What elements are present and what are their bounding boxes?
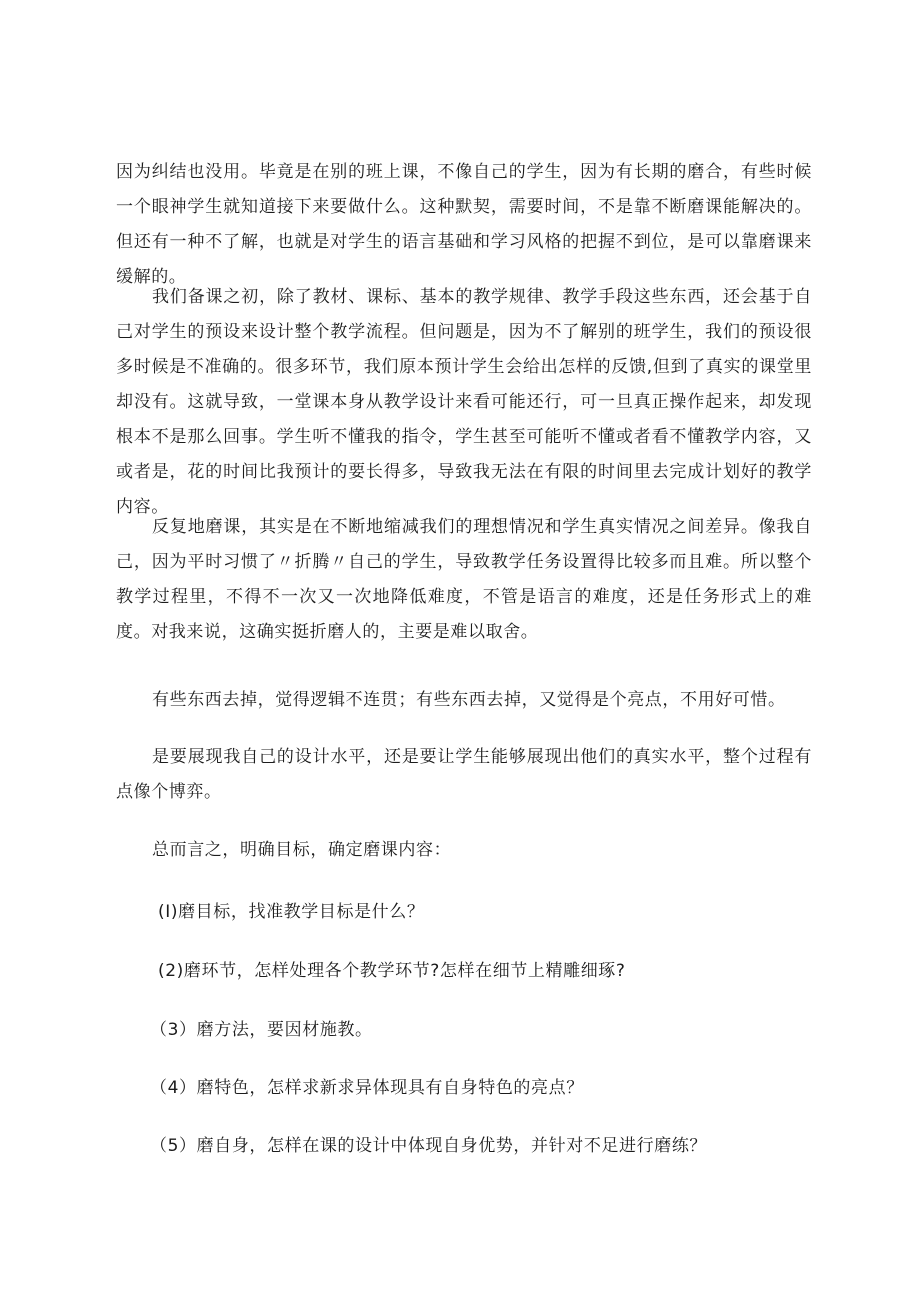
list-item-1: (I)磨目标，找准教学目标是什么？ (158, 902, 425, 922)
list-item-4: （4）磨特色，怎样求新求异体现具有自身特色的亮点？ (150, 1078, 584, 1098)
list-item-2: (2)磨环节，怎样处理各个教学环节?怎样在细节上精雕细琢? (158, 961, 626, 981)
paragraph-2: 我们备课之初，除了教材、课标、基本的教学规律、教学手段这些东西，还会基于自己对学生的预设来设计整个教学流程。但问题是，因为不了解别的班学生，我们的预设很多时候是不准确的。很多环节，我们原本预计学生会给出怎样的反馈,但到了真实的课堂里却没有。这就导致，一堂课本身从教学设计来看可能还行，可一旦真正操作起来，却发现根本不是那么回事。学生听不懂我的指令，学生甚至可能听不懂或者看不懂教学内容，又或者是，花的时间比我预计的要长得多，导致我无法在有限的时间里去完成计划好的教学内容。 (116, 287, 812, 517)
paragraph-1: 因为纠结也没用。毕竟是在别的班上课，不像自己的学生，因为有长期的磨合，有些时候一个眼神学生就知道接下来要做什么。这种默契，需要时间，不是靠不断磨课能解决的。但还有一种不了解，也就是对学生的语言基础和学习风格的把握不到位，是可以靠磨课来缓解的。 (116, 162, 812, 287)
list-item-3: （3）磨方法，要因材施教。 (150, 1020, 373, 1040)
paragraph-5: 是要展现我自己的设计水平，还是要让学生能够展现出他们的真实水平，整个过程有点像个博弈。 (116, 747, 812, 802)
paragraph-4: 有些东西去掉，觉得逻辑不连贯；有些东西去掉，又觉得是个亮点，不用好可惜。 (152, 690, 786, 710)
paragraph-3: 反复地磨课，其实是在不断地缩减我们的理想情况和学生真实情况之间差异。像我自己，因为平时习惯了〃折腾〃自己的学生，导致教学任务设置得比较多而且难。所以整个教学过程里，不得不一次又一次地降低难度，不管是语言的难度，还是任务形式上的难度。对我来说，这确实挺折磨人的，主要是难以取舍。 (116, 517, 812, 642)
list-item-5: （5）磨自身，怎样在课的设计中体现自身优势，并针对不足进行磨练？ (150, 1136, 708, 1156)
paragraph-6: 总而言之，明确目标，确定磨课内容： (152, 840, 452, 860)
